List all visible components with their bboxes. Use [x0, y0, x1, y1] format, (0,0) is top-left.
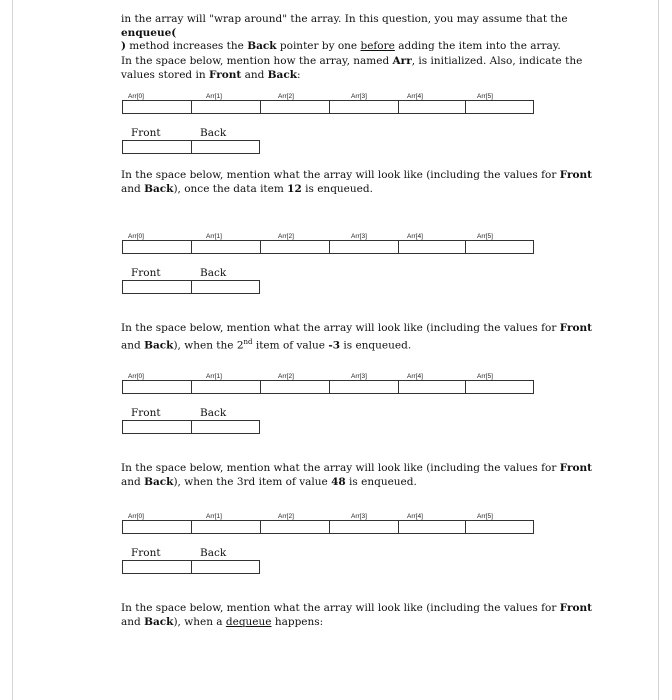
arr-term: Arr [392, 55, 412, 67]
question-text: In the space below, mention what the array will look like (including the values for [121, 462, 560, 474]
array-cell[interactable] [191, 100, 261, 114]
intro-text: pointer by one [276, 40, 361, 52]
array-index-label: Arr[2] [278, 513, 294, 520]
front-back-cells [122, 420, 260, 434]
array-index-label: Arr[3] [351, 373, 367, 380]
array-cell[interactable] [260, 380, 330, 394]
array-index-label: Arr[0] [128, 373, 144, 380]
question-text: is enqueued. [345, 475, 417, 488]
array-index-label: Arr[2] [278, 93, 294, 100]
array-cell[interactable] [398, 520, 466, 534]
question-text: ), when the 2 [173, 339, 244, 351]
question-text: is enqueued. [340, 339, 412, 351]
back-term: Back [247, 40, 277, 52]
front-term: Front [559, 602, 592, 614]
dequeue-term: dequeue [225, 615, 272, 628]
value-12: 12 [287, 182, 302, 195]
question-text: and [121, 339, 145, 351]
back-label: Back [200, 547, 227, 559]
back-term: Back [144, 615, 174, 628]
array-index-label: Arr[4] [407, 513, 423, 520]
array-cell[interactable] [122, 380, 192, 394]
question-text: : [297, 68, 301, 81]
intro-text: adding the item into the array. [394, 40, 561, 52]
back-term: Back [144, 182, 174, 195]
back-term: Back [144, 475, 174, 488]
array-cell[interactable] [329, 100, 399, 114]
array-index-label: Arr[0] [128, 93, 144, 100]
array-index-label: Arr[5] [477, 513, 493, 520]
array-cell[interactable] [191, 240, 261, 254]
question-text: ), when the 3rd item of value [173, 475, 332, 488]
array-index-label: Arr[3] [351, 93, 367, 100]
question-text: In the space below, mention what the array will look like (including the values for [121, 322, 560, 334]
array-index-label: Arr[1] [206, 233, 222, 240]
array-cell[interactable] [465, 380, 534, 394]
enqueue-paren: ) [121, 40, 126, 52]
array-section-1 [0, 93, 672, 173]
front-back-cells [122, 560, 260, 574]
array-index-label: Arr[3] [351, 233, 367, 240]
question-text: In the space below, mention how the array, named [121, 55, 393, 67]
back-label: Back [200, 407, 227, 419]
array-index-label: Arr[4] [407, 373, 423, 380]
front-label: Front [131, 407, 161, 419]
array-index-label: Arr[2] [278, 373, 294, 380]
array-cell[interactable] [260, 520, 330, 534]
question-text: item of value [252, 339, 329, 351]
array-cell[interactable] [398, 240, 466, 254]
back-label: Back [200, 127, 227, 139]
array-index-label: Arr[2] [278, 233, 294, 240]
array-cell[interactable] [191, 380, 261, 394]
question-text: happens: [271, 615, 324, 628]
array-index-label: Arr[1] [206, 93, 222, 100]
array-cell[interactable] [465, 100, 534, 114]
enqueue-method-name: enqueue( [121, 26, 177, 39]
array-cells [122, 380, 534, 394]
back-label: Back [200, 267, 227, 279]
array-cell[interactable] [122, 240, 192, 254]
question-text: and [121, 475, 145, 488]
array-cell[interactable] [191, 520, 261, 534]
intro-paragraph [121, 13, 593, 54]
front-label: Front [131, 127, 161, 139]
front-value-cell[interactable] [122, 140, 192, 154]
value-neg3: -3 [328, 339, 341, 351]
value-48: 48 [331, 475, 346, 488]
array-index-label: Arr[5] [477, 93, 493, 100]
question-dequeue [121, 602, 595, 629]
question-text: In the space below, mention what the array will look like (including the values for [121, 169, 560, 181]
question-init [121, 55, 593, 82]
array-index-label: Arr[3] [351, 513, 367, 520]
front-back-cells [122, 280, 260, 294]
question-text: , is initialized. Also, indicate the values stored in [121, 55, 583, 81]
front-value-cell[interactable] [122, 420, 192, 434]
array-cell[interactable] [329, 240, 399, 254]
array-index-label: Arr[5] [477, 373, 493, 380]
array-index-label: Arr[1] [206, 373, 222, 380]
front-term: Front [208, 68, 242, 81]
question-text: and [241, 68, 268, 81]
array-cell[interactable] [260, 100, 330, 114]
array-cells [122, 100, 534, 114]
array-index-label: Arr[0] [128, 513, 144, 520]
front-label: Front [131, 267, 161, 279]
array-section-3 [0, 373, 672, 453]
question-text: In the space below, mention what the array will look like (including the values for [121, 602, 560, 614]
back-term: Back [144, 339, 174, 351]
array-cell[interactable] [465, 520, 534, 534]
front-term: Front [559, 322, 592, 334]
array-cell[interactable] [122, 520, 192, 534]
front-term: Front [559, 462, 592, 474]
array-cell[interactable] [260, 240, 330, 254]
question-text: ), when a [173, 615, 226, 628]
array-cell[interactable] [122, 100, 192, 114]
front-back-cells [122, 140, 260, 154]
array-section-4 [0, 513, 672, 593]
array-index-label: Arr[1] [206, 513, 222, 520]
question-text: is enqueued. [301, 182, 373, 195]
array-cell[interactable] [329, 520, 399, 534]
question-enqueue-neg3 [121, 322, 595, 353]
array-index-label: Arr[0] [128, 233, 144, 240]
front-label: Front [131, 547, 161, 559]
question-text: and [121, 615, 145, 628]
question-enqueue-12 [121, 169, 595, 196]
back-value-cell[interactable] [191, 280, 261, 294]
intro-text: method increases the [125, 40, 248, 52]
array-section-2 [0, 233, 672, 313]
question-text: and [121, 182, 145, 195]
back-term: Back [267, 68, 298, 81]
array-cell[interactable] [398, 100, 466, 114]
back-value-cell[interactable] [191, 420, 261, 434]
intro-text: in the array will "wrap around" the array. In this question, you may assume that the [121, 13, 568, 25]
ordinal-suffix: nd [243, 337, 253, 346]
array-index-label: Arr[4] [407, 93, 423, 100]
array-index-label: Arr[5] [477, 233, 493, 240]
array-cell[interactable] [329, 380, 399, 394]
question-text: ), once the data item [173, 182, 288, 195]
array-index-label: Arr[4] [407, 233, 423, 240]
back-value-cell[interactable] [191, 560, 261, 574]
back-value-cell[interactable] [191, 140, 261, 154]
question-enqueue-48 [121, 462, 595, 489]
front-value-cell[interactable] [122, 280, 192, 294]
before-term: before [360, 40, 395, 52]
array-cells [122, 240, 534, 254]
front-term: Front [559, 169, 592, 181]
front-value-cell[interactable] [122, 560, 192, 574]
array-cell[interactable] [465, 240, 534, 254]
array-cell[interactable] [398, 380, 466, 394]
array-cells [122, 520, 534, 534]
